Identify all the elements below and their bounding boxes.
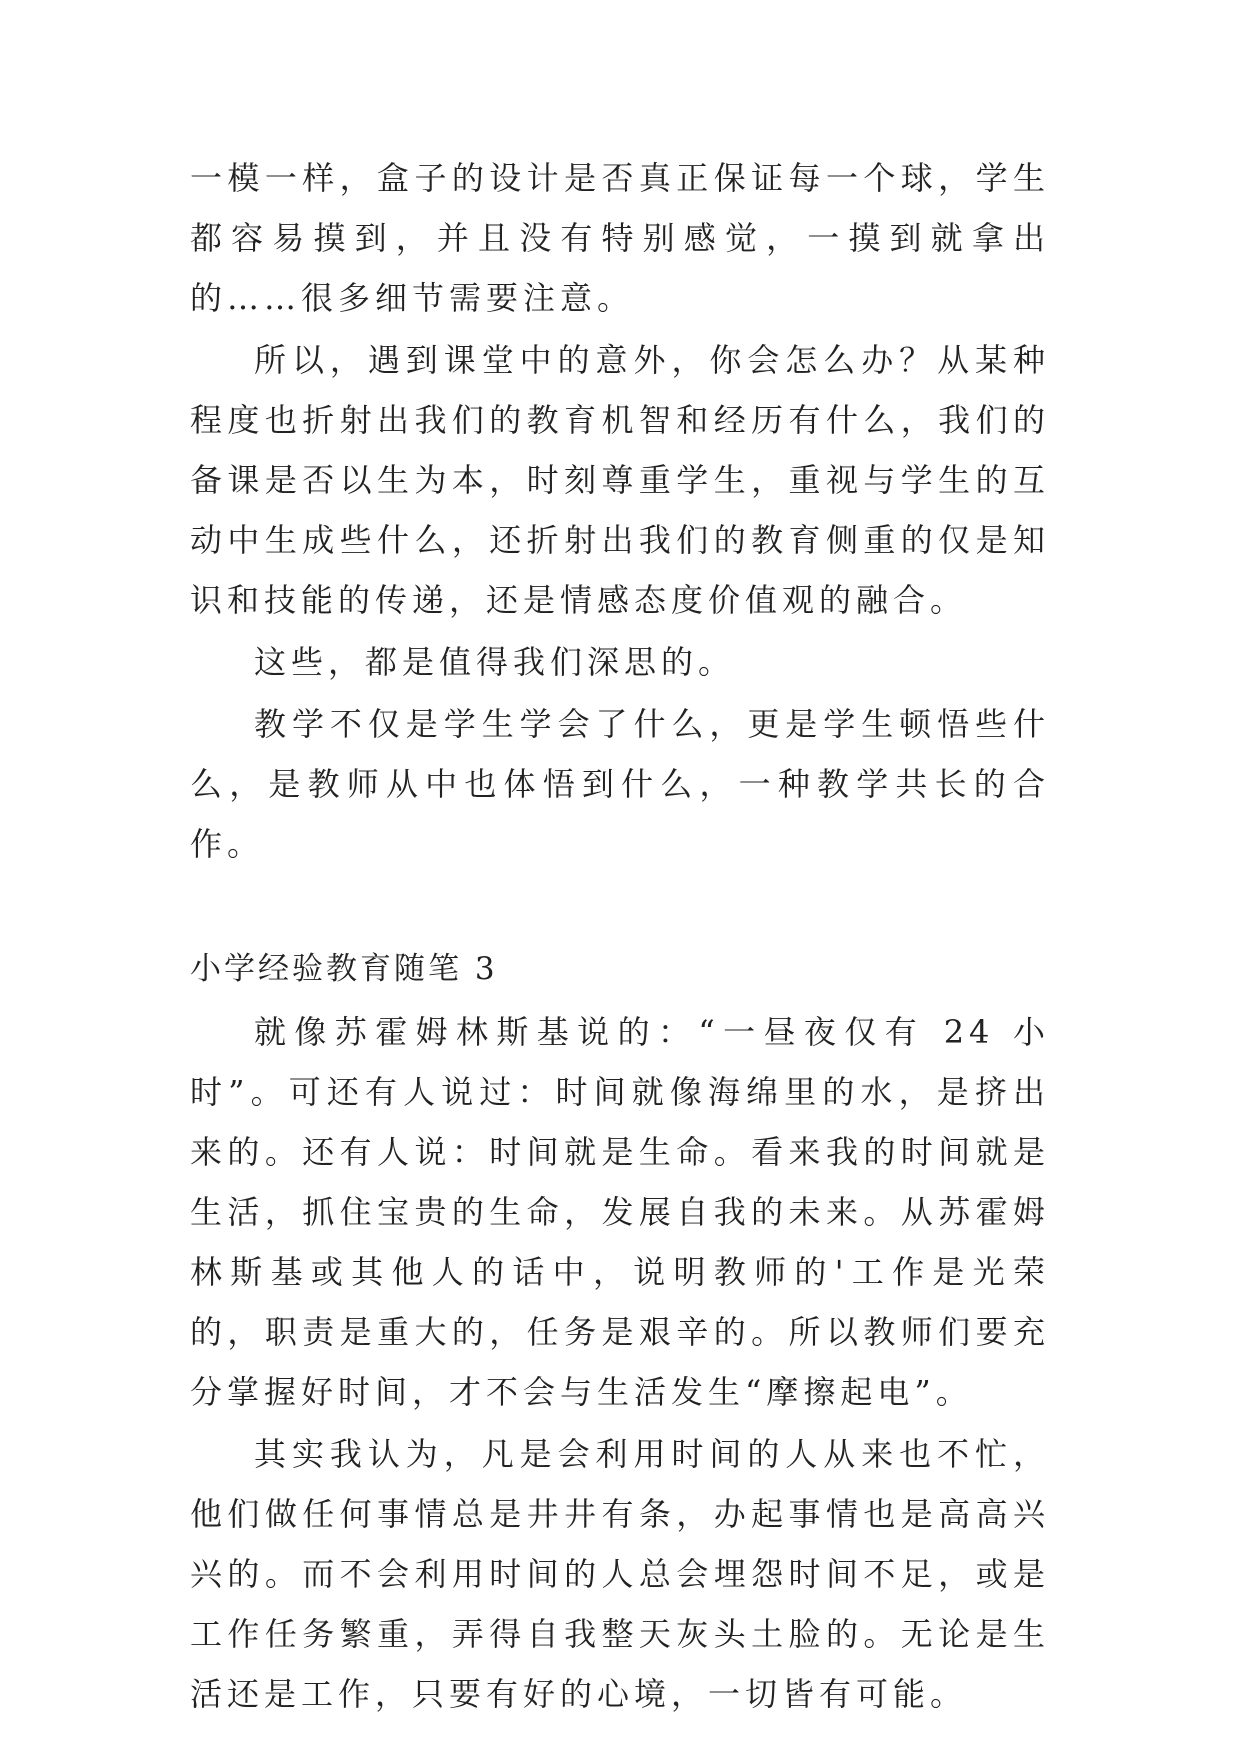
paragraph-reflection: 所以，遇到课堂中的意外，你会怎么办？从某种程度也折射出我们的教育机智和经历有什么，我们的备课是否以生为本，时刻尊重学生，重视与学生的互动中生成些什么，还折射出我们的教育侧重的仅是知识和技能的传递，还是情感态度价值观的融合。: [190, 341, 1050, 619]
document-body: [190, 148, 1050, 1726]
paragraph-time-usage: 其实我认为，凡是会利用时间的人从来也不忙，他们做任何事情总是井井有条，办起事情也是高高兴兴的。而不会利用时间的人总会埋怨时间不足，或是工作任务繁重，弄得自我整天灰头土脸的。无论是生活还是工作，只要有好的心境，一切皆有可能。: [190, 1435, 1050, 1713]
paragraph-thought: 这些，都是值得我们深思的。: [254, 643, 736, 681]
paragraph-continued: 一模一样，盒子的设计是否真正保证每一个球，学生都容易摸到，并且没有特别感觉，一摸到就拿出的……很多细节需要注意。: [190, 159, 1050, 317]
section-heading: 小学经验教育随笔 3: [190, 951, 498, 987]
section-gap: [190, 876, 1050, 940]
paragraph-time-quote: 就像苏霍姆林斯基说的：“一昼夜仅有 24 小时”。可还有人说过：时间就像海绵里的水，是挤出来的。还有人说：时间就是生命。看来我的时间就是生活，抓住宝贵的生命，发展自我的未来。从苏霍姆林斯基或其他人的话中，说明教师的'工作是光荣的，职责是重大的，任务是艰辛的。所以教师们要充分掌握好时间，才不会与生活发生“摩擦起电”。: [190, 1013, 1050, 1411]
paragraph-teaching: 教学不仅是学生学会了什么，更是学生顿悟些什么，是教师从中也体悟到什么，一种教学共长的合作。: [190, 705, 1050, 863]
